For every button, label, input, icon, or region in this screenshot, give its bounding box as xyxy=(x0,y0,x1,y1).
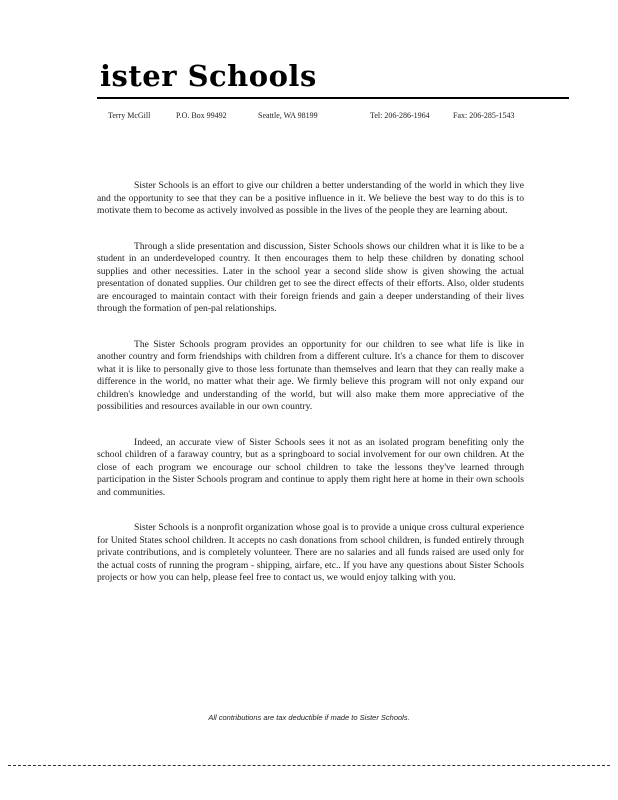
paragraph: The Sister Schools program provides an opportunity for our children to see what life is like in another country and form friendships with children from a different culture. It's a chance for them to discover what it is like to personally give to those less fortunate than themselves and learn that they can really make a difference in the world, no matter what their age. We firmly believe this program will not only expand our children's knowledge and understanding of the world, but will also make them more appreciative of the possibilities and resources available in our own country. xyxy=(97,338,524,412)
fax: Fax: 206-285-1543 xyxy=(453,111,515,120)
letterhead-title: ister Schools xyxy=(100,59,317,93)
city-address: Seattle, WA 98199 xyxy=(258,111,318,120)
paragraph: Sister Schools is a nonprofit organization whose goal is to provide a unique cross cultural experience for United States school children. It accepts no cash donations from school children, is funded entirely through private contributions, and is completely volunteer. There are no salaries and all funds raised are used only for the actual costs of running the program - shipping, airfare, etc.. If you have any questions about Sister Schools projects or how you can help, please feel free to contact us, we would enjoy talking with you. xyxy=(97,522,524,583)
paragraph: Sister Schools is an effort to give our children a better understanding of the world in which they live and the opportunity to see that they can be a positive influence in it. We believe the best way to do this is to motivate them to become as actively involved as possible in the lives of the people they are learning about. xyxy=(97,180,524,216)
letterhead-rule xyxy=(97,97,569,99)
contact-name: Terry McGill xyxy=(108,111,151,120)
scan-artifact-line xyxy=(8,765,610,766)
footer-note: All contributions are tax deductible if made to Sister Schools. xyxy=(208,713,410,722)
paragraph: Indeed, an accurate view of Sister Schools sees it not as an isolated program benefiting only the school children of a faraway country, but as a springboard to social involvement for our own children. At the close of each program we encourage our school children to take the lessons they've learned through participation in the Sister Schools program and continue to apply them right here at home in their own schools and communities. xyxy=(97,436,524,498)
letter-body xyxy=(97,180,524,608)
telephone: Tel: 206-286-1964 xyxy=(370,111,430,120)
po-box: P.O. Box 99492 xyxy=(176,111,227,120)
letterhead-contact xyxy=(108,111,548,123)
paragraph: Through a slide presentation and discussion, Sister Schools shows our children what it is like to be a student in an underdeveloped country. It then encourages them to help these children by donating school supplies and other necessities. Later in the school year a second slide show is given showing the actual presentation of donated supplies. Our children get to see the direct effects of their efforts. Also, older students are encouraged to maintain contact with their foreign friends and gain a deeper understanding of their lives through the formation of pen-pal relationships. xyxy=(97,240,524,314)
